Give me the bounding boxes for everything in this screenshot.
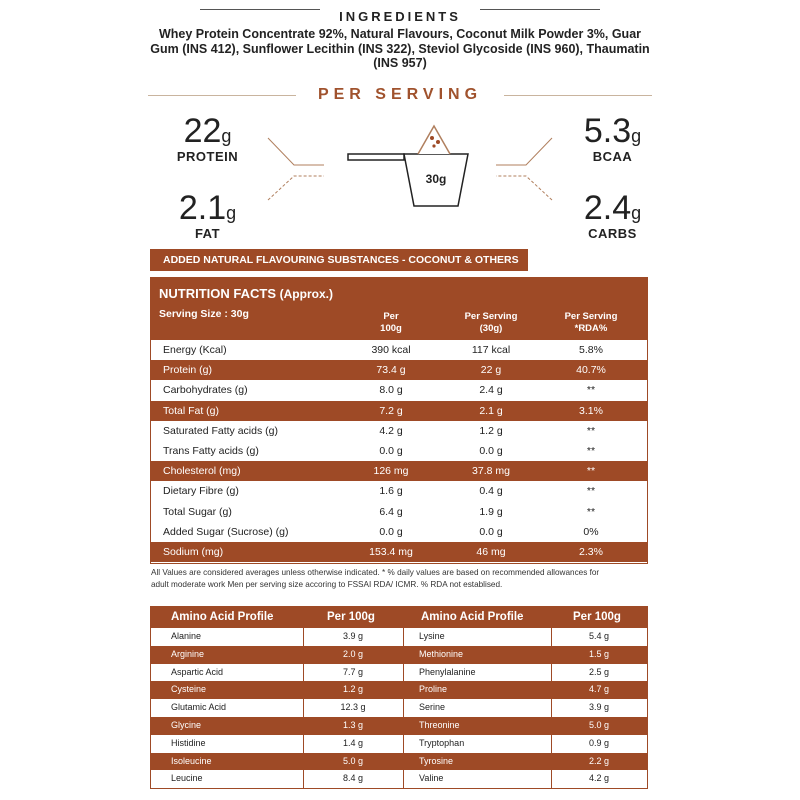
amino-value-left: 1.2 g [303, 681, 403, 699]
amino-value-right: 1.5 g [551, 646, 647, 664]
ingredients-divider-right [480, 9, 600, 10]
scoop-illustration [346, 118, 474, 214]
value-per-100g: 6.4 g [379, 505, 403, 518]
protein-stat [160, 113, 255, 164]
serving-size: Serving Size : 30g [159, 308, 249, 320]
value-per-100g: 73.4 g [376, 364, 406, 377]
flavour-banner: ADDED NATURAL FLAVOURING SUBSTANCES - COCONUT & OTHERS [150, 249, 528, 271]
amino-row [151, 681, 647, 699]
nutrient-name: Energy (Kcal) [163, 344, 227, 356]
nutrient-name: Cholesterol (mg) [163, 465, 241, 478]
nutrition-row [151, 421, 647, 441]
nutrient-name: Dietary Fibre (g) [163, 485, 239, 498]
value-per-100g: 8.0 g [379, 384, 403, 397]
value-per-100g: 0.0 g [379, 444, 403, 457]
value-per-100g: 126 mg [373, 465, 409, 478]
amino-name-left: Cysteine [151, 681, 303, 699]
value-per-100g: 4.2 g [379, 424, 403, 437]
amino-row [151, 770, 647, 788]
amino-value-right: 2.5 g [588, 666, 610, 677]
fat-connector [268, 176, 324, 200]
value-per-serving: 117 kcal [471, 344, 511, 356]
amino-divider-2 [403, 628, 404, 788]
amino-name-right: Methionine [403, 646, 551, 664]
amino-value-left: 7.7 g [342, 666, 364, 677]
nutrition-footnote: All Values are considered averages unless otherwise indicated. * % daily values are based on recommended allowances for adult moderate work Men per serving size accoring to FSSAI RDA/ ICMR. % RDA not establised. [151, 568, 600, 589]
amino-value-left: 5.0 g [303, 753, 403, 771]
col-per-serving-line1: Per Serving [464, 311, 518, 322]
nutrition-facts-table [150, 277, 648, 564]
value-rda: 3.1% [579, 404, 603, 417]
nutrition-row [151, 522, 647, 542]
amino-name-left: Glutamic Acid [171, 702, 227, 713]
nutrient-name: Total Fat (g) [163, 404, 220, 417]
ingredients-text: Whey Protein Concentrate 92%, Natural Flavours, Coconut Milk Powder 3%, Guar Gum (INS 412), Sunflower Lecithin (INS 322), Steviol Glycoside (INS 960), Thaumatin (INS 957) [150, 27, 650, 70]
fat-stat [160, 190, 255, 241]
value-per-100g: 390 kcal [371, 344, 411, 356]
left-connectors [260, 130, 340, 210]
amino-name-left: Alanine [171, 631, 202, 641]
col-per-100g-line2: 100g [380, 323, 402, 334]
amino-name-right: Tyrosine [403, 753, 551, 771]
fat-label: FAT [194, 226, 221, 241]
value-per-serving: 2.4 g [479, 384, 503, 397]
amino-row [151, 699, 647, 717]
amino-row [151, 735, 647, 753]
value-per-serving: 22 g [480, 364, 502, 377]
value-per-100g: 0.0 g [379, 525, 403, 538]
carbs-unit: g [631, 203, 642, 223]
nutrition-title [159, 286, 333, 301]
bcaa-stat [565, 113, 660, 164]
value-rda: 40.7% [576, 364, 606, 377]
nutrient-name: Total Sugar (g) [163, 505, 232, 518]
amino-value-right: 4.7 g [551, 681, 647, 699]
nutrition-row [151, 481, 647, 501]
bcaa-unit: g [631, 126, 642, 146]
nutrition-row [151, 340, 647, 360]
value-rda: ** [586, 384, 596, 397]
nutrient-name: Protein (g) [163, 364, 213, 377]
value-per-serving: 0.0 g [479, 444, 503, 457]
nutrition-row [151, 542, 647, 562]
amino-row [151, 717, 647, 735]
amino-row [151, 646, 647, 664]
nutrient-name: Sodium (mg) [163, 545, 224, 558]
amino-value-right: 5.4 g [588, 631, 610, 641]
nutrition-rows [151, 340, 647, 562]
nutrition-row [151, 461, 647, 481]
protein-value: 22 [183, 112, 222, 150]
amino-name-left: Aspartic Acid [171, 666, 224, 677]
amino-divider-3 [551, 628, 552, 788]
amino-name-right: Tryptophan [419, 737, 465, 748]
per-serving-divider-right [504, 95, 652, 96]
carbs-connector [496, 176, 552, 200]
value-per-serving: 2.1 g [479, 404, 503, 417]
nutrition-row [151, 441, 647, 461]
amino-name-right: Serine [419, 702, 446, 713]
nutrition-row [151, 360, 647, 380]
scoop-icon [346, 118, 474, 214]
amino-value-right: 4.2 g [588, 773, 610, 784]
value-per-100g: 1.6 g [379, 485, 403, 498]
amino-value-right: 5.0 g [551, 717, 647, 735]
value-rda: ** [586, 444, 596, 457]
bcaa-connector [496, 138, 552, 165]
amino-row [151, 753, 647, 771]
fat-value: 2.1 [178, 189, 227, 227]
col-rda-line1: Per Serving [564, 311, 618, 322]
amino-header-profile-right: Amino Acid Profile [421, 611, 524, 623]
value-per-serving: 0.0 g [479, 525, 503, 538]
amino-header-per100-right: Per 100g [573, 611, 621, 623]
protein-connector [268, 138, 324, 165]
amino-name-right: Valine [419, 773, 444, 784]
amino-header [151, 607, 647, 628]
fat-unit: g [226, 203, 237, 223]
nutrition-row [151, 401, 647, 421]
amino-name-left: Histidine [171, 737, 206, 748]
value-per-serving: 0.4 g [479, 485, 503, 498]
amino-row [151, 664, 647, 682]
nutrient-name: Carbohydrates (g) [163, 384, 248, 397]
amino-row [151, 628, 647, 646]
amino-value-left: 8.4 g [342, 773, 364, 784]
value-rda: ** [586, 465, 596, 478]
col-per-serving-line2: (30g) [479, 323, 503, 334]
carbs-stat [565, 190, 660, 241]
nutrition-header [151, 278, 647, 340]
amino-name-left: Glycine [151, 717, 303, 735]
carbs-label: CARBS [588, 226, 637, 241]
value-rda: ** [586, 485, 596, 498]
nutrition-title-suffix: (Approx.) [279, 287, 333, 301]
nutrition-title-text: NUTRITION FACTS [159, 286, 276, 301]
amino-name-right: Lysine [419, 631, 445, 641]
amino-value-left: 12.3 g [340, 702, 366, 713]
amino-value-right: 2.2 g [551, 753, 647, 771]
nutrient-name: Saturated Fatty acids (g) [163, 424, 278, 437]
protein-unit: g [221, 126, 232, 146]
ingredients-title: INGREDIENTS [339, 9, 461, 24]
value-rda: ** [586, 424, 596, 437]
amino-value-right: 3.9 g [588, 702, 610, 713]
amino-rows [151, 628, 647, 788]
value-per-serving: 46 mg [476, 545, 506, 558]
amino-header-per100-left: Per 100g [327, 611, 375, 623]
nutrition-row [151, 380, 647, 400]
right-connectors [480, 130, 560, 210]
amino-value-right: 0.9 g [588, 737, 610, 748]
value-per-100g: 153.4 mg [369, 545, 413, 558]
value-rda: ** [586, 505, 596, 518]
amino-name-right: Proline [403, 681, 551, 699]
carbs-value: 2.4 [583, 189, 632, 227]
bcaa-value: 5.3 [583, 112, 632, 150]
col-rda-line2: *RDA% [574, 323, 608, 334]
amino-divider-1 [303, 628, 304, 788]
amino-name-right: Threonine [403, 717, 551, 735]
value-rda: 5.8% [579, 344, 603, 356]
nutrient-name: Added Sugar (Sucrose) (g) [163, 525, 289, 538]
per-serving-title: PER SERVING [317, 86, 483, 103]
amino-value-left: 1.4 g [342, 737, 364, 748]
col-per-100g-line1: Per [383, 311, 399, 322]
nutrition-row [151, 502, 647, 522]
amino-value-left: 2.0 g [303, 646, 403, 664]
amino-value-left: 1.3 g [303, 717, 403, 735]
amino-name-left: Arginine [151, 646, 303, 664]
value-per-serving: 1.9 g [479, 505, 503, 518]
amino-name-right: Phenylalanine [419, 666, 476, 677]
value-per-serving: 37.8 mg [472, 465, 510, 478]
protein-label: PROTEIN [176, 149, 239, 164]
value-rda: 0% [583, 525, 599, 538]
bcaa-label: BCAA [592, 149, 633, 164]
amino-header-profile-left: Amino Acid Profile [171, 611, 274, 623]
value-per-serving: 1.2 g [479, 424, 503, 437]
amino-name-left: Isoleucine [151, 753, 303, 771]
amino-value-left: 3.9 g [342, 631, 364, 641]
scoop-label: 30g [425, 172, 447, 186]
value-rda: 2.3% [579, 545, 603, 558]
col-rda [531, 311, 651, 335]
amino-acid-table [150, 606, 648, 789]
nutrient-name: Trans Fatty acids (g) [163, 444, 259, 457]
value-per-100g: 7.2 g [379, 404, 403, 417]
amino-name-left: Leucine [171, 773, 203, 784]
